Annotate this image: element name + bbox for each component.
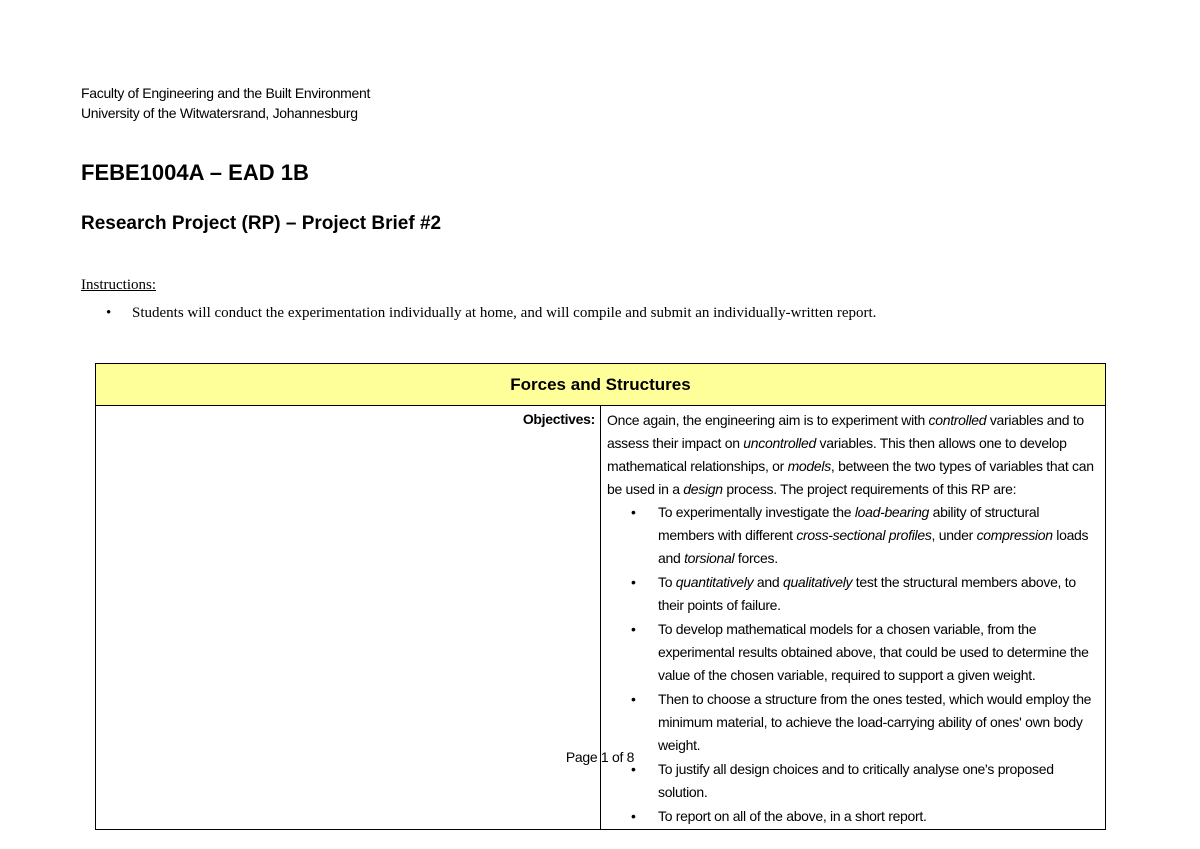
intro-text: variables. This then allows one to develop mathematical relationships, or — [607, 435, 1067, 474]
intro-text: Once again, the engineering aim is to experiment with — [607, 412, 929, 428]
objective-item: • To develop mathematical models for a chosen variable, from the experimental results obtained above, that could be used to determine the value of the chosen variable, required to support a given weight. — [607, 618, 1097, 687]
intro-emphasis: controlled — [928, 412, 987, 428]
objective-text: and — [753, 574, 783, 590]
objective-item: • To justify all design choices and to critically analyse one's proposed solution. — [607, 758, 1097, 804]
intro-text: variables and to assess their impact on — [607, 412, 1084, 451]
instruction-item: • Students will conduct the experimentation individually at home, and will compile and submit an individually-written report. — [106, 305, 876, 322]
objective-item: • To report on all of the above, in a short report. — [607, 805, 1097, 828]
faculty-name: Faculty of Engineering and the Built Environment — [81, 85, 371, 101]
objectives-intro — [607, 409, 1097, 501]
objective-emphasis: cross-sectional profiles — [796, 527, 932, 543]
objective-emphasis: quantitatively — [675, 574, 754, 590]
intro-text: process. The project requirements of this RP are: — [722, 481, 1017, 497]
objectives-label: Objectives: — [96, 406, 601, 830]
intro-emphasis: uncontrolled — [743, 435, 816, 451]
objective-emphasis: torsional — [684, 550, 735, 566]
instructions-list — [106, 305, 876, 322]
intro-emphasis: design — [683, 481, 723, 497]
objective-text: , under — [931, 527, 977, 543]
objective-emphasis: compression — [976, 527, 1053, 543]
objective-text: ability of structural members with different — [658, 504, 1040, 543]
objective-item — [607, 501, 1097, 570]
objective-item — [607, 571, 1097, 617]
objectives-body — [601, 406, 1106, 830]
intro-emphasis: models — [787, 458, 831, 474]
project-title: Research Project (RP) – Project Brief #2 — [81, 213, 442, 234]
objective-text: test the structural members above, to their points of failure. — [658, 574, 1076, 613]
intro-text: , between the two types of variables that can be used in a — [607, 458, 1094, 497]
objective-text: To — [658, 574, 676, 590]
page-number: Page 1 of 8 — [565, 749, 635, 765]
table-header: Forces and Structures — [96, 364, 1106, 406]
objective-text: To experimentally investigate the — [658, 504, 855, 520]
faculty-header — [81, 83, 370, 123]
objective-emphasis: qualitatively — [782, 574, 853, 590]
objective-emphasis: load-bearing — [854, 504, 930, 520]
objective-item: • Then to choose a structure from the ones tested, which would employ the minimum material, to achieve the load-carrying ability of ones' own body weight. — [607, 688, 1097, 757]
course-title: FEBE1004A – EAD 1B — [81, 160, 309, 185]
instructions-label: Instructions: — [81, 277, 156, 293]
objective-text: forces. — [734, 550, 778, 566]
objective-text: loads and — [658, 527, 1089, 566]
university-name: University of the Witwatersrand, Johannesburg — [81, 105, 358, 121]
objectives-list — [607, 501, 1097, 828]
